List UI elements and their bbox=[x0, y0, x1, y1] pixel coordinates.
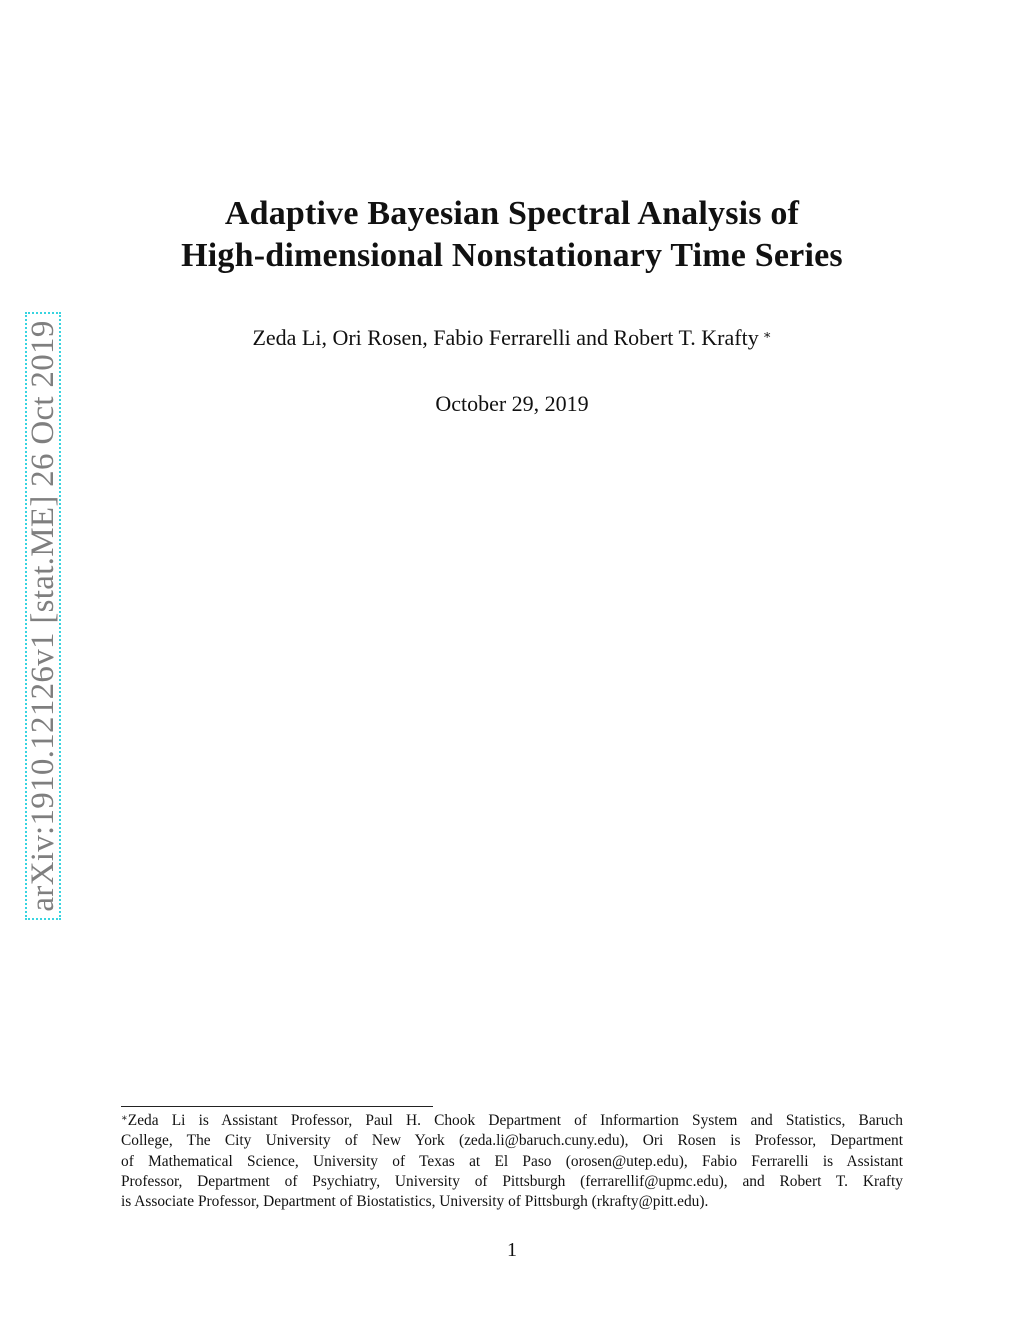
footnote-divider bbox=[121, 1106, 433, 1107]
footnote-line-4: Professor, Department of Psychiatry, University of Pittsburgh (ferrarellif@upmc.edu), and Robert T. Krafty bbox=[121, 1172, 903, 1190]
footnote-line-1 bbox=[121, 1111, 903, 1131]
arxiv-identifier[interactable]: arXiv:1910.12126v1 [stat.ME] 26 Oct 2019 bbox=[25, 320, 61, 912]
title-line-2: High-dimensional Nonstationary Time Series bbox=[181, 237, 843, 274]
footnote-line-5: is Associate Professor, Department of Biostatistics, University of Pittsburgh (rkrafty@pitt.edu). bbox=[121, 1193, 709, 1211]
footnote-line-3: of Mathematical Science, University of Texas at El Paso (orosen@utep.edu), Fabio Ferrarelli is Assistant bbox=[121, 1152, 903, 1170]
footnote-line-1-text: Zeda Li is Assistant Professor, Paul H. Chook Department of Informartion System and Statistics, Baruch bbox=[127, 1112, 903, 1129]
paper-title bbox=[0, 193, 1024, 277]
page-number: 1 bbox=[507, 1239, 517, 1261]
footnote-mark: ∗ bbox=[121, 1113, 128, 1124]
paper-date: October 29, 2019 bbox=[435, 391, 589, 416]
authors-text: Zeda Li, Ori Rosen, Fabio Ferrarelli and Robert T. Krafty bbox=[252, 325, 759, 350]
footnote-line-2: College, The City University of New York (zeda.li@baruch.cuny.edu), Ori Rosen is Professor, Department bbox=[121, 1132, 903, 1150]
author-list bbox=[0, 324, 1024, 352]
author-footnote bbox=[121, 1111, 903, 1212]
author-footnote-mark[interactable]: ∗ bbox=[762, 327, 772, 342]
title-line-1: Adaptive Bayesian Spectral Analysis of bbox=[224, 195, 800, 232]
